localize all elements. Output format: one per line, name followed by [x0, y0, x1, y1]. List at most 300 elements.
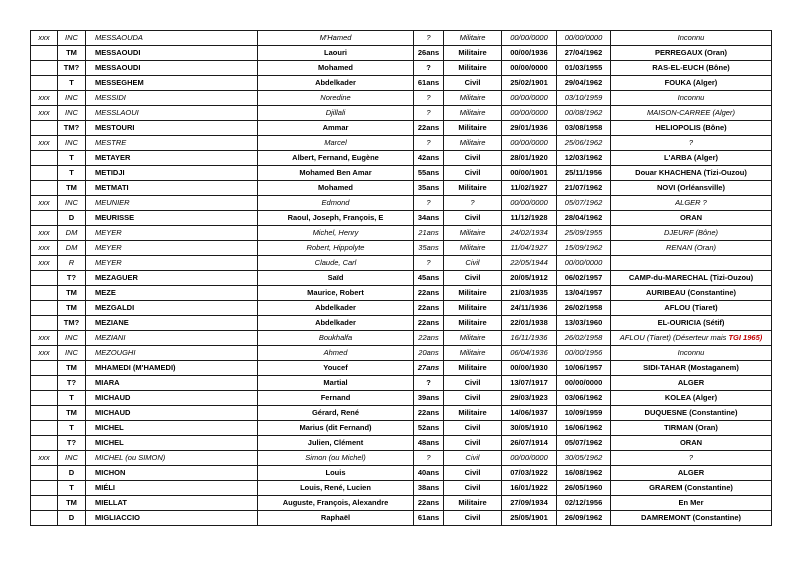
cell-place: [611, 151, 772, 166]
cell-age: 22ans: [414, 286, 444, 301]
place-text: FOUKA (Alger): [664, 78, 718, 87]
cell-age: ?: [414, 451, 444, 466]
cell-given-names: Mohamed: [258, 61, 414, 76]
place-text: GRAREM (Constantine): [649, 483, 733, 492]
table-row: [31, 286, 772, 301]
cell-given-names: Albert, Fernand, Eugène: [258, 151, 414, 166]
cell-code: TM: [58, 286, 86, 301]
casualty-table: [30, 30, 772, 526]
cell-place: [611, 106, 772, 121]
cell-date-death: 03/08/1958: [557, 121, 611, 136]
table-row: [31, 451, 772, 466]
cell-surname: MEZIANI: [86, 331, 258, 346]
cell-date-death: 25/09/1955: [557, 226, 611, 241]
cell-date-birth: 29/01/1936: [502, 121, 557, 136]
cell-age: 40ans: [414, 466, 444, 481]
cell-status: ?: [444, 196, 502, 211]
cell-date-birth: 00/00/1930: [502, 361, 557, 376]
table-row: [31, 361, 772, 376]
place-text: Inconnu: [677, 348, 705, 357]
table-row: [31, 181, 772, 196]
cell-surname: MESSIDI: [86, 91, 258, 106]
cell-date-death: 01/03/1955: [557, 61, 611, 76]
cell-date-death: 00/00/1956: [557, 346, 611, 361]
cell-date-death: 10/06/1957: [557, 361, 611, 376]
cell-status: Militaire: [444, 331, 502, 346]
cell-surname: MEZIANE: [86, 316, 258, 331]
place-text: RENAN (Oran): [665, 243, 716, 252]
table-row: [31, 391, 772, 406]
cell-code: T?: [58, 376, 86, 391]
table-row: [31, 31, 772, 46]
table-row: [31, 436, 772, 451]
cell-date-death: 00/00/0000: [557, 256, 611, 271]
cell-age: 39ans: [414, 391, 444, 406]
place-text: Inconnu: [677, 33, 705, 42]
place-text: CAMP-du-MARECHAL (Tizi-Ouzou): [628, 273, 754, 282]
cell-date-birth: 00/00/0000: [502, 451, 557, 466]
cell-age: ?: [414, 196, 444, 211]
cell-age: 26ans: [414, 46, 444, 61]
cell-surname: MESSAOUDI: [86, 46, 258, 61]
cell-surname: MESSLAOUI: [86, 106, 258, 121]
table-row: [31, 151, 772, 166]
cell-marker: [31, 151, 58, 166]
cell-status: Militaire: [444, 316, 502, 331]
cell-given-names: Fernand: [258, 391, 414, 406]
cell-date-birth: 20/05/1912: [502, 271, 557, 286]
cell-status: Militaire: [444, 46, 502, 61]
cell-given-names: Michel, Henry: [258, 226, 414, 241]
place-text: SIDI-TAHAR (Mostaganem): [643, 363, 739, 372]
cell-date-death: 26/09/1962: [557, 511, 611, 526]
cell-surname: MICHEL (ou SIMON): [86, 451, 258, 466]
cell-place: [611, 286, 772, 301]
cell-age: 45ans: [414, 271, 444, 286]
cell-status: Militaire: [444, 226, 502, 241]
cell-date-death: 12/03/1962: [557, 151, 611, 166]
cell-code: TM: [58, 46, 86, 61]
cell-date-birth: 00/00/0000: [502, 31, 557, 46]
table-row: [31, 316, 772, 331]
place-text: ?: [688, 138, 694, 147]
table-row: [31, 106, 772, 121]
cell-status: Civil: [444, 166, 502, 181]
cell-date-birth: 14/06/1937: [502, 406, 557, 421]
place-text: KOLEA (Alger): [664, 393, 718, 402]
cell-given-names: Simon (ou Michel): [258, 451, 414, 466]
cell-surname: MICHAUD: [86, 391, 258, 406]
cell-surname: METMATI: [86, 181, 258, 196]
cell-date-birth: 00/00/1901: [502, 166, 557, 181]
cell-surname: MEZGALDI: [86, 301, 258, 316]
cell-marker: [31, 511, 58, 526]
cell-age: ?: [414, 136, 444, 151]
table-row: [31, 406, 772, 421]
cell-place: [611, 346, 772, 361]
cell-marker: [31, 376, 58, 391]
cell-status: Militaire: [444, 361, 502, 376]
cell-code: T?: [58, 271, 86, 286]
cell-given-names: Mohamed: [258, 181, 414, 196]
cell-code: TM?: [58, 61, 86, 76]
cell-age: 38ans: [414, 481, 444, 496]
cell-status: Militaire: [444, 496, 502, 511]
cell-marker: xxx: [31, 451, 58, 466]
cell-marker: [31, 436, 58, 451]
cell-given-names: Martial: [258, 376, 414, 391]
cell-place: [611, 331, 772, 346]
cell-given-names: Raoul, Joseph, François, E: [258, 211, 414, 226]
cell-status: Militaire: [444, 136, 502, 151]
cell-date-death: 03/06/1962: [557, 391, 611, 406]
cell-status: Militaire: [444, 346, 502, 361]
cell-surname: METAYER: [86, 151, 258, 166]
cell-date-death: 30/05/1962: [557, 451, 611, 466]
cell-age: 22ans: [414, 406, 444, 421]
cell-date-death: 00/08/1962: [557, 106, 611, 121]
cell-code: D: [58, 466, 86, 481]
table-row: [31, 481, 772, 496]
cell-place: [611, 181, 772, 196]
cell-marker: [31, 271, 58, 286]
cell-place: [611, 76, 772, 91]
cell-status: Civil: [444, 451, 502, 466]
cell-date-death: 26/02/1958: [557, 331, 611, 346]
cell-code: TM: [58, 496, 86, 511]
cell-given-names: Ammar: [258, 121, 414, 136]
cell-surname: MIGLIACCIO: [86, 511, 258, 526]
cell-date-birth: 11/04/1927: [502, 241, 557, 256]
cell-age: 27ans: [414, 361, 444, 376]
cell-date-death: 25/06/1962: [557, 136, 611, 151]
cell-marker: [31, 166, 58, 181]
cell-marker: xxx: [31, 226, 58, 241]
cell-date-birth: 06/04/1936: [502, 346, 557, 361]
cell-marker: xxx: [31, 241, 58, 256]
cell-status: Militaire: [444, 301, 502, 316]
table-row: [31, 166, 772, 181]
cell-place: [611, 436, 772, 451]
cell-age: 35ans: [414, 181, 444, 196]
table-row: [31, 46, 772, 61]
cell-age: 34ans: [414, 211, 444, 226]
table-row: [31, 76, 772, 91]
table-row: [31, 196, 772, 211]
cell-date-death: 06/02/1957: [557, 271, 611, 286]
cell-age: 22ans: [414, 301, 444, 316]
place-text: ALGER: [677, 378, 705, 387]
cell-marker: xxx: [31, 106, 58, 121]
place-text: NOVI (Orléansville): [657, 183, 725, 192]
cell-code: INC: [58, 31, 86, 46]
cell-surname: MEURISSE: [86, 211, 258, 226]
cell-status: Civil: [444, 511, 502, 526]
cell-place: [611, 451, 772, 466]
cell-code: INC: [58, 136, 86, 151]
cell-place: [611, 211, 772, 226]
cell-surname: MESTOURI: [86, 121, 258, 136]
place-text: AFLOU (Tiaret) (Déserteur mais: [619, 333, 729, 342]
cell-status: Civil: [444, 376, 502, 391]
cell-marker: [31, 181, 58, 196]
cell-code: TM: [58, 181, 86, 196]
cell-place: [611, 481, 772, 496]
cell-surname: MESTRE: [86, 136, 258, 151]
cell-date-death: 10/09/1959: [557, 406, 611, 421]
cell-marker: [31, 121, 58, 136]
cell-surname: MEYER: [86, 226, 258, 241]
place-text: PERREGAUX (Oran): [654, 48, 728, 57]
cell-age: 42ans: [414, 151, 444, 166]
cell-surname: MEYER: [86, 241, 258, 256]
table-row: [31, 211, 772, 226]
cell-status: Militaire: [444, 406, 502, 421]
cell-date-death: 00/00/0000: [557, 31, 611, 46]
cell-given-names: Boukhalfa: [258, 331, 414, 346]
cell-place: [611, 46, 772, 61]
cell-code: T: [58, 166, 86, 181]
place-text: MAISON-CARREE (Alger): [647, 108, 735, 117]
cell-status: Civil: [444, 391, 502, 406]
cell-marker: [31, 406, 58, 421]
table-row: [31, 421, 772, 436]
cell-place: [611, 301, 772, 316]
cell-age: 61ans: [414, 76, 444, 91]
cell-code: R: [58, 256, 86, 271]
cell-date-birth: 29/03/1923: [502, 391, 557, 406]
cell-given-names: Ahmed: [258, 346, 414, 361]
cell-surname: MESSEGHEM: [86, 76, 258, 91]
cell-code: DM: [58, 226, 86, 241]
cell-marker: [31, 61, 58, 76]
cell-age: 21ans: [414, 226, 444, 241]
cell-surname: MIÉLI: [86, 481, 258, 496]
cell-date-birth: 00/00/0000: [502, 91, 557, 106]
cell-status: Militaire: [444, 241, 502, 256]
cell-date-birth: 11/02/1927: [502, 181, 557, 196]
place-text: AFLOU (Tiaret): [664, 303, 718, 312]
table-row: [31, 376, 772, 391]
cell-status: Militaire: [444, 91, 502, 106]
cell-marker: [31, 481, 58, 496]
table-row: [31, 226, 772, 241]
cell-given-names: Edmond: [258, 196, 414, 211]
cell-marker: [31, 301, 58, 316]
cell-date-birth: 28/01/1920: [502, 151, 557, 166]
cell-code: INC: [58, 91, 86, 106]
cell-status: Militaire: [444, 106, 502, 121]
cell-given-names: Louis: [258, 466, 414, 481]
place-text: EL-OURICIA (Sétif): [657, 318, 725, 327]
table-row: [31, 121, 772, 136]
place-text: Douar KHACHENA (Tizi-Ouzou): [635, 168, 747, 177]
cell-given-names: Abdelkader: [258, 316, 414, 331]
cell-age: ?: [414, 31, 444, 46]
cell-given-names: Marius (dit Fernand): [258, 421, 414, 436]
cell-marker: [31, 391, 58, 406]
cell-code: TM?: [58, 121, 86, 136]
cell-date-birth: 25/05/1901: [502, 511, 557, 526]
cell-surname: MICHAUD: [86, 406, 258, 421]
cell-date-death: 00/00/0000: [557, 376, 611, 391]
cell-marker: [31, 421, 58, 436]
cell-marker: xxx: [31, 331, 58, 346]
cell-age: 48ans: [414, 436, 444, 451]
cell-place: [611, 166, 772, 181]
cell-date-death: 15/09/1962: [557, 241, 611, 256]
cell-surname: METIDJI: [86, 166, 258, 181]
place-text: HELIOPOLIS (Bône): [655, 123, 727, 132]
cell-date-death: 13/04/1957: [557, 286, 611, 301]
cell-surname: MESSAOUDI: [86, 61, 258, 76]
cell-date-death: 02/12/1956: [557, 496, 611, 511]
cell-marker: [31, 316, 58, 331]
cell-place: [611, 271, 772, 286]
cell-marker: xxx: [31, 256, 58, 271]
cell-date-birth: 00/00/0000: [502, 106, 557, 121]
cell-code: D: [58, 211, 86, 226]
cell-place: [611, 61, 772, 76]
place-text: RAS-EL-EUCH (Bône): [652, 63, 730, 72]
place-text: DAMREMONT (Constantine): [641, 513, 741, 522]
cell-code: T: [58, 481, 86, 496]
cell-date-birth: 21/03/1935: [502, 286, 557, 301]
cell-date-birth: 22/01/1938: [502, 316, 557, 331]
cell-place: [611, 391, 772, 406]
cell-age: 61ans: [414, 511, 444, 526]
cell-given-names: Djillali: [258, 106, 414, 121]
cell-age: 22ans: [414, 331, 444, 346]
cell-given-names: Marcel: [258, 136, 414, 151]
cell-date-birth: 07/03/1922: [502, 466, 557, 481]
cell-date-death: 05/07/1962: [557, 436, 611, 451]
cell-marker: [31, 361, 58, 376]
place-text: ORAN: [679, 213, 703, 222]
cell-date-death: 03/10/1959: [557, 91, 611, 106]
cell-marker: [31, 76, 58, 91]
cell-code: T: [58, 151, 86, 166]
cell-date-birth: 13/07/1917: [502, 376, 557, 391]
cell-place: [611, 91, 772, 106]
cell-given-names: M'Hamed: [258, 31, 414, 46]
cell-given-names: Julien, Clément: [258, 436, 414, 451]
cell-place: [611, 406, 772, 421]
cell-date-birth: 00/00/1936: [502, 46, 557, 61]
cell-age: 20ans: [414, 346, 444, 361]
table-row: [31, 466, 772, 481]
place-text: En Mer: [678, 498, 704, 507]
cell-given-names: Abdelkader: [258, 76, 414, 91]
cell-code: INC: [58, 346, 86, 361]
cell-marker: xxx: [31, 91, 58, 106]
cell-surname: MEUNIER: [86, 196, 258, 211]
cell-code: T: [58, 391, 86, 406]
cell-place: [611, 256, 772, 271]
cell-code: DM: [58, 241, 86, 256]
cell-given-names: Abdelkader: [258, 301, 414, 316]
cell-surname: MIELLAT: [86, 496, 258, 511]
cell-marker: [31, 286, 58, 301]
cell-date-death: 16/06/1962: [557, 421, 611, 436]
cell-surname: MEYER: [86, 256, 258, 271]
cell-place: [611, 466, 772, 481]
cell-code: INC: [58, 196, 86, 211]
cell-date-birth: 25/02/1901: [502, 76, 557, 91]
cell-code: T: [58, 421, 86, 436]
cell-status: Civil: [444, 211, 502, 226]
place-text: L'ARBA (Alger): [663, 153, 718, 162]
place-text: ?: [688, 453, 694, 462]
cell-date-birth: 24/02/1934: [502, 226, 557, 241]
cell-given-names: Claude, Carl: [258, 256, 414, 271]
table-row: [31, 91, 772, 106]
table-row: [31, 256, 772, 271]
table-row: [31, 61, 772, 76]
cell-date-birth: 22/05/1944: [502, 256, 557, 271]
cell-given-names: Auguste, François, Alexandre: [258, 496, 414, 511]
cell-date-birth: 24/11/1936: [502, 301, 557, 316]
cell-date-death: 29/04/1962: [557, 76, 611, 91]
cell-given-names: Robert, Hippolyte: [258, 241, 414, 256]
cell-place: [611, 496, 772, 511]
cell-age: 22ans: [414, 316, 444, 331]
table-row: [31, 301, 772, 316]
cell-code: TM: [58, 361, 86, 376]
place-text: AURIBEAU (Constantine): [646, 288, 736, 297]
cell-age: ?: [414, 376, 444, 391]
cell-date-death: 13/03/1960: [557, 316, 611, 331]
cell-given-names: Gérard, René: [258, 406, 414, 421]
table-row: [31, 331, 772, 346]
cell-status: Civil: [444, 151, 502, 166]
cell-date-death: 25/11/1956: [557, 166, 611, 181]
cell-date-birth: 00/00/0000: [502, 61, 557, 76]
table-row: [31, 511, 772, 526]
cell-marker: xxx: [31, 31, 58, 46]
place-text: Inconnu: [677, 93, 705, 102]
cell-given-names: Youcef: [258, 361, 414, 376]
cell-status: Civil: [444, 436, 502, 451]
cell-age: ?: [414, 106, 444, 121]
cell-date-death: 05/07/1962: [557, 196, 611, 211]
place-text: DJEURF (Bône): [663, 228, 719, 237]
cell-place: [611, 316, 772, 331]
cell-status: Civil: [444, 421, 502, 436]
cell-marker: xxx: [31, 346, 58, 361]
cell-code: TM: [58, 301, 86, 316]
cell-status: Militaire: [444, 181, 502, 196]
cell-surname: MEZOUGHI: [86, 346, 258, 361]
cell-status: Civil: [444, 256, 502, 271]
cell-place: [611, 121, 772, 136]
cell-surname: MIARA: [86, 376, 258, 391]
cell-surname: MEZAGUER: [86, 271, 258, 286]
cell-code: T?: [58, 436, 86, 451]
cell-marker: [31, 211, 58, 226]
cell-status: Civil: [444, 481, 502, 496]
cell-surname: MESSAOUDA: [86, 31, 258, 46]
cell-date-birth: 16/11/1936: [502, 331, 557, 346]
cell-given-names: Raphaël: [258, 511, 414, 526]
place-text: ALGER ?: [675, 198, 707, 207]
cell-place: [611, 511, 772, 526]
cell-age: 22ans: [414, 121, 444, 136]
cell-age: 35ans: [414, 241, 444, 256]
cell-code: INC: [58, 451, 86, 466]
table-row: [31, 271, 772, 286]
cell-date-death: 28/04/1962: [557, 211, 611, 226]
